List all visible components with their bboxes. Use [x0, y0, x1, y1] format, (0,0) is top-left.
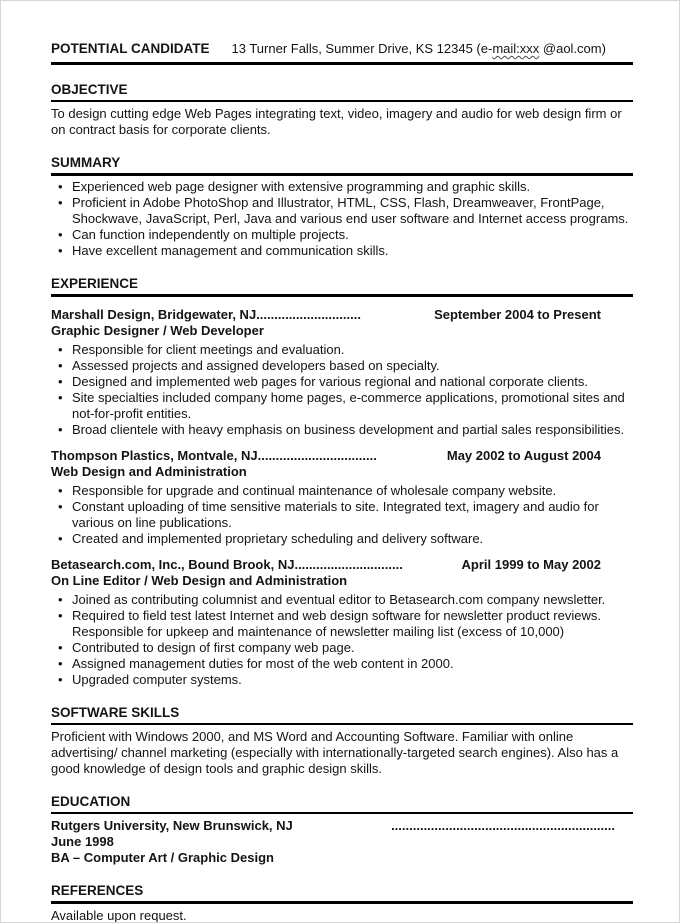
job-company	[51, 448, 377, 464]
header	[51, 41, 633, 65]
bullet-item: • Have excellent management and communication skills.	[51, 243, 633, 259]
contact-info	[232, 41, 606, 57]
contact-suffix: @aol.com)	[539, 41, 606, 56]
job-header	[51, 557, 633, 573]
bullet-item: • Upgraded computer systems.	[51, 672, 633, 688]
bullet-item: • Proficient in Adobe PhotoShop and Illustrator, HTML, CSS, Flash, Dreamweaver, FrontPage, Shockwave, JavaScript, Perl, Java and various end user software and Internet access programs.	[51, 195, 633, 227]
job-duties-list	[51, 342, 633, 438]
degree: BA – Computer Art / Graphic Design	[51, 850, 274, 865]
section-objective	[51, 82, 633, 138]
bullet-item: • Responsible for client meetings and evaluation.	[51, 342, 633, 358]
job-dates: April 1999 to May 2002	[461, 557, 601, 572]
section-title-experience: EXPERIENCE	[51, 276, 633, 297]
job-dates: May 2002 to August 2004	[446, 448, 601, 463]
job-company	[51, 557, 403, 573]
bullet-item: • Responsible for upgrade and continual maintenance of wholesale company website.	[51, 483, 633, 499]
section-software-skills	[51, 705, 633, 777]
bullet-item: • Contributed to design of first company web page.	[51, 640, 633, 656]
section-title-references: REFERENCES	[51, 883, 633, 904]
graduation-date: June 1998	[51, 834, 114, 849]
bullet-item: • Assigned management duties for most of the web content in 2000.	[51, 656, 633, 672]
job-entry	[51, 557, 633, 688]
job-duties-list	[51, 483, 633, 547]
company-name: Marshall Design, Bridgewater, NJ	[51, 307, 257, 322]
job-entry	[51, 307, 633, 438]
bullet-item: • Designed and implemented web pages for various regional and national corporate clients.	[51, 374, 633, 390]
bullet-item: • Created and implemented proprietary scheduling and delivery software.	[51, 531, 633, 547]
job-role: Graphic Designer / Web Developer	[51, 323, 264, 338]
job-dates: September 2004 to Present	[434, 307, 601, 322]
company-name: Betasearch.com, Inc., Bound Brook, NJ	[51, 557, 295, 572]
job-entry	[51, 448, 633, 547]
bullet-item: • Joined as contributing columnist and eventual editor to Betasearch.com company newsletter.	[51, 592, 633, 608]
section-title-software-skills: SOFTWARE SKILLS	[51, 705, 633, 725]
email-text: mail:xxx	[492, 41, 540, 56]
section-summary	[51, 155, 633, 259]
summary-list	[51, 179, 633, 259]
bullet-item: • Site specialties included company home pages, e-commerce applications, promotional sites and not-for-profit entities.	[51, 390, 633, 422]
bullet-item: • Assessed projects and assigned developers based on specialty.	[51, 358, 633, 374]
dotted-leader: ..............................	[294, 557, 403, 572]
objective-text: To design cutting edge Web Pages integrating text, video, imagery and audio for web design firm or on contract basis for corporate clients.	[51, 106, 622, 137]
bullet-item: • Experienced web page designer with extensive programming and graphic skills.	[51, 179, 633, 195]
dotted-leader: ..............................................................	[391, 818, 615, 833]
job-role: On Line Editor / Web Design and Administration	[51, 573, 348, 588]
bullet-item: • Required to field test latest Internet and web design software for newsletter product reviews. Responsible for upkeep and maintenance of newsletter mailing list (excess of 10,000)	[51, 608, 633, 640]
section-experience	[51, 276, 633, 688]
school-name: Rutgers University, New Brunswick, NJ	[51, 818, 293, 833]
company-name: Thompson Plastics, Montvale, NJ	[51, 448, 258, 463]
references-text: Available upon request.	[51, 908, 187, 923]
bullet-item: • Constant uploading of time sensitive materials to site. Integrated text, imagery and audio for various on line publications.	[51, 499, 633, 531]
candidate-name: POTENTIAL CANDIDATE	[51, 41, 210, 56]
bullet-item: • Can function independently on multiple projects.	[51, 227, 633, 243]
job-duties-list	[51, 592, 633, 688]
contact-address: 13 Turner Falls, Summer Drive, KS 12345 (e-	[231, 41, 493, 56]
bullet-item: • Broad clientele with heavy emphasis on business development and partial sales responsibilities.	[51, 422, 633, 438]
section-references	[51, 883, 633, 923]
job-role: Web Design and Administration	[51, 464, 247, 479]
section-education	[51, 794, 633, 866]
job-company	[51, 307, 361, 323]
education-school-row	[51, 818, 633, 834]
job-header	[51, 448, 633, 464]
section-title-objective: OBJECTIVE	[51, 82, 633, 102]
job-header	[51, 307, 633, 323]
section-title-education: EDUCATION	[51, 794, 633, 814]
dotted-leader: .............................	[256, 307, 361, 322]
software-skills-text: Proficient with Windows 2000, and MS Word and Accounting Software. Familiar with online advertising/ channel marketing (especially with internationally-targeted search engines). Also has a good knowledge of design tools and graphic design skills.	[51, 729, 619, 776]
section-title-summary: SUMMARY	[51, 155, 633, 176]
dotted-leader: .................................	[257, 448, 377, 463]
